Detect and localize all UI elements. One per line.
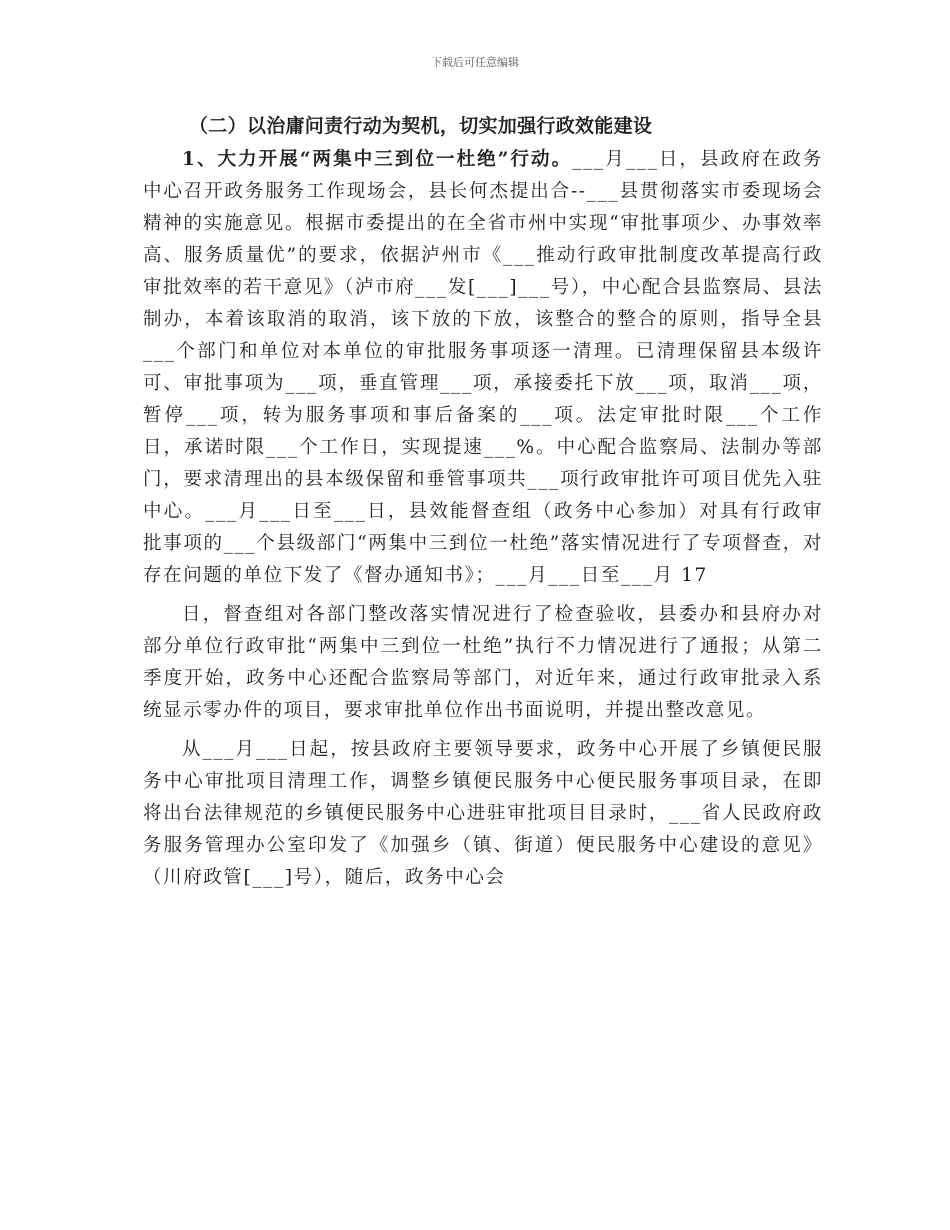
page-header-note: 下载后可任意编辑 xyxy=(431,56,519,69)
paragraph-1-lead: 1、大力开展“两集中三到位一杜绝”行动。 xyxy=(182,149,573,170)
paragraph-3: 从___月___日起，按县政府主要领导要求，政务中心开展了乡镇便民服务中心审批项目清理工作，调整乡镇便民服务中心便民服务事项目录，在即将出台法律规范的乡镇便民服务中心进驻审批项目目录时，___省人民政府政务服务管理办公室印发了《加强乡（镇、街道）便民服务中心建设的意见》（川府政管[___]号），随后，政务中心会 xyxy=(143,739,823,888)
paragraph-1 xyxy=(143,144,823,592)
document-body xyxy=(143,108,823,894)
paragraph-1-body: ___月___日，县政府在政务中心召开政务服务工作现场会，县长何杰提出合--___县贯彻落实市委现场会精神的实施意见。根据市委提出的在全省市州中实现“审批事项少、办事效率高、服务质量优”的要求，依据泸州市《___推动行政审批制度改革提高行政审批效率的若干意见》（泸市府___发[___]___号），中心配合县监察局、县法制办，本着该取消的取消，该下放的下放，该整合的整合的原则，指导全县___个部门和单位对本单位的审批服务事项逐一清理。已清理保留县本级许可、审批事项为___项，垂直管理___项，承接委托下放___项，取消___项，暂停___项，转为服务事项和事后备案的___项。法定审批时限___个工作日，承诺时限___个工作日，实现提速___%。中心配合监察局、法制办等部门，要求清理出的县本级保留和垂管事项共___项行政审批许可项目优先入驻中心。___月___日至___日，县效能督查组（政务中心参加）对具有行政审批事项的___个县级部门“两集中三到位一杜绝”落实情况进行了专项督查，对存在问题的单位下发了《督办通知书》；___月___日至___月 17 xyxy=(143,149,823,586)
paragraph-2: 日，督查组对各部门整改落实情况进行了检查验收，县委办和县府办对部分单位行政审批“两集中三到位一杜绝”执行不力情况进行了通报；从第二季度开始，政务中心还配合监察局等部门，对近年来，通过行政审批录入系统显示零办件的项目，要求审批单位作出书面说明，并提出整改意见。 xyxy=(143,604,823,721)
section-heading: （二）以治庸问责行动为契机，切实加强行政效能建设 xyxy=(189,115,653,137)
